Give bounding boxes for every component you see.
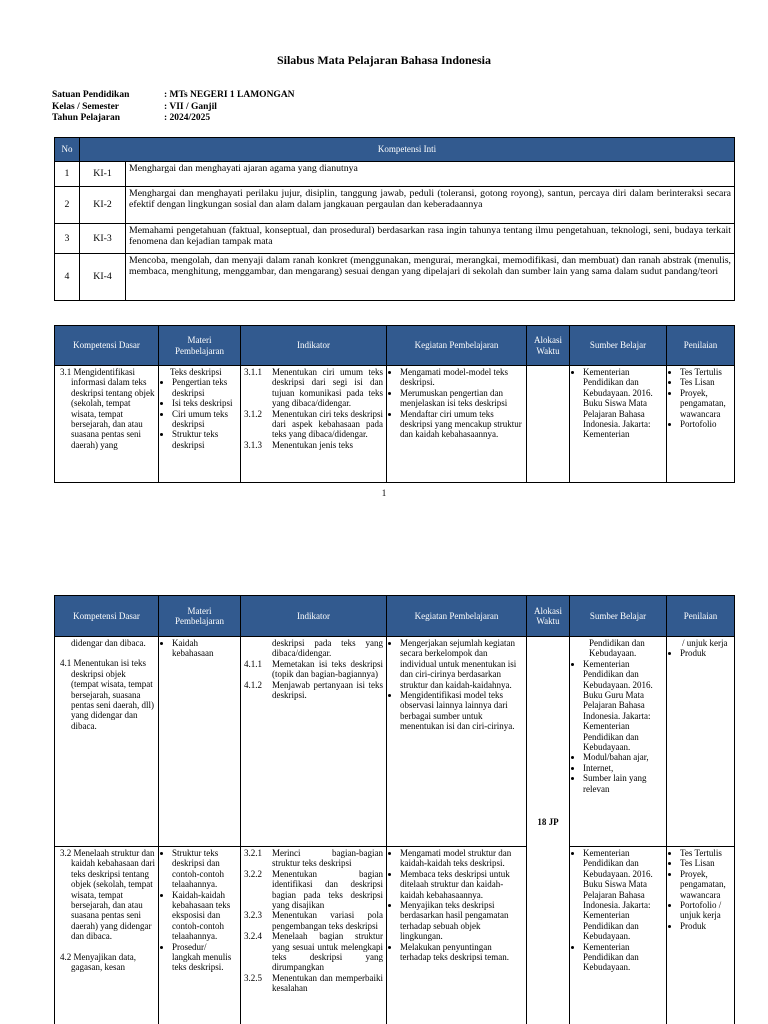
- info-label: Tahun Pelajaran: [52, 113, 121, 123]
- indicator-number: 4.1.2: [244, 679, 262, 690]
- sumber-cell: [570, 366, 667, 483]
- sumber-cell: [570, 847, 667, 1024]
- school-info: [52, 90, 295, 125]
- header-sumber: Sumber Belajar: [570, 326, 667, 366]
- header-materi: Materi Pembelajaran: [159, 326, 241, 366]
- list-item: • Kementerian Pendidikan dan Kebudayaan.: [583, 942, 663, 973]
- table-row: [55, 254, 735, 301]
- header-indikator: Indikator: [241, 326, 387, 366]
- indicator-text: deskripsi pada teks yang dibaca/didengar.: [272, 638, 383, 659]
- alokasi-cell: [527, 366, 570, 483]
- info-value: : VII / Ganjil: [164, 101, 217, 112]
- indicator-item: [244, 680, 383, 701]
- header-penilaian: Penilaian: [667, 326, 735, 366]
- list-item: • Portofolio / unjuk kerja: [680, 900, 731, 921]
- indicator-text: Menjawab pertanyaan isi teks deskripsi.: [272, 679, 383, 701]
- list-item: • Mengamati model-model teks deskripsi.: [400, 367, 523, 388]
- kd-cell: [55, 637, 159, 847]
- sumber-text: Pendidikan dan Kebudayaan.: [589, 638, 645, 659]
- list-item: • Produk: [680, 648, 731, 658]
- indicator-text: Merinci bagian-bagian struktur teks deskripsi: [272, 848, 383, 869]
- list-item: • Mengerjakan sejumlah kegiatan secara berkelompok dan individual untuk menentukan isi dan ciri-cirinya berdasarkan struktur dan kaidah-kaidahnya.: [400, 638, 523, 690]
- list-item: • Menyajikan teks deskripsi berdasarkan hasil pengamatan terhadap sebuah objek lingkungan.: [400, 900, 523, 942]
- list-item: • Modul/bahan ajar,: [583, 752, 663, 762]
- list-item: • Pengertian teks deskripsi: [172, 377, 237, 398]
- table-row: [55, 637, 735, 847]
- silabus-table-page-1: [54, 325, 735, 483]
- table-header-row: [55, 596, 735, 637]
- document-title: Silabus Mata Pelajaran Bahasa Indonesia: [276, 53, 492, 67]
- kegiatan-cell: [387, 847, 527, 1024]
- page-gap: [0, 520, 768, 595]
- penilaian-cell: [667, 847, 735, 1024]
- ki-text: Menghargai dan menghayati ajaran agama yang dianutnya: [126, 162, 735, 187]
- indicator-number: 3.2.2: [244, 868, 262, 879]
- ki-text: Menghargai dan menghayati perilaku jujur, disiplin, tanggung jawab, peduli (toleransi, gotong royong), santun, percaya diri dalam berinteraksi secara efektif dengan lingkungan sosial dan alam dalam jangkauan pergaulan dan keberadaannya: [126, 187, 735, 224]
- header-sumber: Sumber Belajar: [570, 596, 667, 637]
- materi-title: Teks deskripsi: [170, 367, 222, 377]
- ki-no: 3: [55, 224, 80, 254]
- indicator-text: Menentukan jenis teks: [272, 439, 353, 450]
- indikator-cell: [241, 847, 387, 1024]
- header-alokasi: Alokasi Waktu: [527, 596, 570, 637]
- indikator-cell: [241, 366, 387, 483]
- list-item: • Internet,: [583, 763, 663, 773]
- indicator-number: 3.1.2: [244, 408, 262, 419]
- table-row: [55, 162, 735, 187]
- list-item: • Membaca teks deskripsi untuk ditelaah struktur dan kaidah-kaidah kebahasaannya.: [400, 869, 523, 900]
- indicator-text: Memetakan isi teks deskripsi (topik dan bagian-bagiannya): [272, 658, 383, 680]
- indicator-number: 3.2.4: [244, 931, 262, 942]
- indicator-item: [244, 869, 383, 911]
- penilaian-text: / unjuk kerja: [682, 638, 728, 648]
- indicator-text: Menentukan ciri teks deskripsi dari aspek kebahasaan pada teks yang dibaca/didengar.: [272, 408, 383, 440]
- header-kompetensi-dasar: Kompetensi Dasar: [55, 326, 159, 366]
- list-item: • Tes Lisan: [680, 858, 731, 868]
- indicator-number: 3.2.5: [244, 972, 262, 983]
- indicator-text: Menelaah bagian struktur yang sesuai untuk melengkapi teks deskripsi yang dirumpangkan: [272, 931, 383, 973]
- list-item: • Produk: [680, 921, 731, 931]
- indicator-item: [244, 440, 383, 450]
- table-row: [55, 366, 735, 483]
- list-item: • Ciri umum teks deskripsi: [172, 409, 237, 430]
- indicator-item: [244, 973, 383, 994]
- indicator-item: [244, 910, 383, 931]
- indicator-text: Menentukan bagian identifikasi dan deskripsi bagian pada teks deskripsi yang disajikan: [272, 868, 383, 911]
- indicator-item: [244, 659, 383, 680]
- header-alokasi: Alokasi Waktu: [527, 326, 570, 366]
- info-label: Satuan Pendidikan: [52, 90, 130, 100]
- indicator-item: [244, 848, 383, 869]
- header-kegiatan: Kegiatan Pembelajaran: [387, 326, 527, 366]
- indicator-item: [244, 931, 383, 973]
- ki-code: KI-1: [80, 162, 126, 187]
- ki-code: KI-4: [80, 254, 126, 301]
- ki-text: Memahami pengetahuan (faktual, konseptual, dan prosedural) berdasarkan rasa ingin tahunya tentang ilmu pengetahuan, teknologi, seni, budaya terkait fenomena dan kejadian tampak mata: [126, 224, 735, 254]
- list-item: • Tes Tertulis: [680, 367, 731, 377]
- header-kegiatan: Kegiatan Pembelajaran: [387, 596, 527, 637]
- indicator-number: 3.2.3: [244, 910, 262, 921]
- penilaian-cell: [667, 366, 735, 483]
- materi-cell: [159, 366, 241, 483]
- list-item: • Struktur teks deskripsi: [172, 429, 237, 450]
- kd-text: 4.2 Menyajikan data, gagasan, kesan: [60, 951, 136, 973]
- page-2: [0, 595, 768, 1024]
- materi-cell: [159, 637, 241, 847]
- info-row: [52, 90, 295, 102]
- indicator-text: Menentukan dan memperbaiki kesalahan: [272, 972, 383, 994]
- list-item: • Kaidah kebahasaan: [172, 638, 237, 659]
- indicator-item: [244, 367, 383, 409]
- ki-no: 2: [55, 187, 80, 224]
- list-item: • Kaidah-kaidah kebahasaan teks eksposisi dan contoh-contoh telaahannya.: [172, 890, 237, 942]
- indicator-number: 3.2.1: [244, 848, 262, 858]
- list-item: • Kementerian Pendidikan dan Kebudayaan. 2016. Buku Siswa Mata Pelajaran Bahasa Indonesia. Jakarta: Kementerian: [583, 367, 663, 440]
- page-number: 1: [381, 488, 387, 498]
- indicator-text: Menentukan variasi pola pengembangan teks deskripsi: [272, 910, 383, 931]
- list-item: • Proyek, pengamatan, wawancara: [680, 388, 731, 419]
- ki-text: Mencoba, mengolah, dan menyaji dalam ranah konkret (menggunakan, mengurai, merangkai, memodifikasi, dan membuat) dan ranah abstrak (menulis, membaca, menghitung, menggambar, dan mengarang) sesuai dengan yang dipelajari di sekolah dan sumber lain yang sama dalam sudut pandang/teori: [126, 254, 735, 301]
- list-item: • Sumber lain yang relevan: [583, 773, 663, 794]
- header-indikator: Indikator: [241, 596, 387, 637]
- kd-text: 4.1 Menentukan isi teks deskripsi objek (tempat wisata, tempat bersejarah, suasana pentas seni daerah, dll) yang didengar dan dibaca.: [60, 658, 154, 731]
- ki-no: 4: [55, 254, 80, 301]
- kegiatan-cell: [387, 366, 527, 483]
- table-row: [55, 847, 735, 1024]
- list-item: • Mengidentifikasi model teks observasi lainnya lainnya dari berbagai sumber untuk menentukan isi dan ciri-cirinya.: [400, 690, 523, 732]
- list-item: • Kementerian Pendidikan dan Kebudayaan. 2016. Buku Guru Mata Pelajaran Bahasa Indonesia. Jakarta: Kementerian Pendidikan dan Kebudayaan.: [583, 659, 663, 753]
- kegiatan-cell: [387, 637, 527, 847]
- kompetensi-inti-table: [54, 137, 735, 301]
- penilaian-cell: [667, 637, 735, 847]
- list-item: • Tes Lisan: [680, 377, 731, 387]
- materi-cell: [159, 847, 241, 1024]
- indicator-number: 4.1.1: [244, 658, 262, 669]
- list-item: • Portofolio: [680, 419, 731, 429]
- list-item: • Mengamati model struktur dan kaidah-kaidah teks deskripsi.: [400, 848, 523, 869]
- list-item: • Proyek, pengamatan, wawancara: [680, 869, 731, 900]
- kd-text: 3.2 Menelaah struktur dan kaidah kebahasaan dari teks deskripsi tentang objek (sekolah, tempat wisata, tempat bersejarah, dan atau suasana pentas seni daerah) yang didengar dan dibaca.: [60, 848, 155, 942]
- list-item: • Kementerian Pendidikan dan Kebudayaan. 2016. Buku Siswa Mata Pelajaran Bahasa Indonesia. Jakarta: Kementerian Pendidikan dan Kebudayaan.: [583, 848, 663, 942]
- kd-text: didengar dan dibaca.: [71, 638, 146, 648]
- sumber-cell: [570, 637, 667, 847]
- list-item: • Melakukan penyuntingan terhadap teks deskripsi teman.: [400, 942, 523, 963]
- list-item: • Merumuskan pengertian dan menjelaskan isi teks deskripsi: [400, 388, 523, 409]
- indicator-number: 3.1.1: [244, 367, 262, 377]
- info-label: Kelas / Semester: [52, 101, 120, 112]
- ki-code: KI-3: [80, 224, 126, 254]
- info-value: : MTs NEGERI 1 LAMONGAN: [164, 90, 295, 100]
- info-value: : 2024/2025: [164, 113, 211, 123]
- header-no: No: [55, 138, 80, 162]
- kd-text: 3.1 Mengidentifikasi informasi dalam teks deskripsi tentang objek (sekolah, tempat wisata, tempat bersejarah, dan atau suasana pentas seni daerah) yang: [60, 367, 155, 450]
- indicator-number: 3.1.3: [244, 439, 262, 450]
- list-item: • Tes Tertulis: [680, 848, 731, 858]
- kd-cell: [55, 847, 159, 1024]
- alokasi-value: 18 JP: [537, 817, 559, 828]
- table-row: [55, 224, 735, 254]
- header-kompetensi-inti: Kompetensi Inti: [80, 138, 735, 162]
- list-item: • Struktur teks deskripsi dan contoh-contoh telaahannya.: [172, 848, 237, 890]
- alokasi-cell: [527, 637, 570, 1024]
- kd-cell: [55, 366, 159, 483]
- list-item: • Prosedur/ langkah menulis teks deskripsi.: [172, 942, 237, 973]
- table-row: [55, 187, 735, 224]
- indicator-text: Menentukan ciri umum teks deskripsi dari segi isi dan tujuan komunikasi pada teks yang dibaca/didengar.: [272, 367, 383, 409]
- indicator-item: [244, 638, 383, 659]
- header-kompetensi-dasar: Kompetensi Dasar: [55, 596, 159, 637]
- list-item: • Isi teks deskripsi: [172, 398, 237, 408]
- indicator-item: [244, 409, 383, 440]
- header-materi: Materi Pembelajaran: [159, 596, 241, 637]
- ki-code: KI-2: [80, 187, 126, 224]
- info-row: [52, 113, 295, 125]
- ki-no: 1: [55, 162, 80, 187]
- info-row: [52, 102, 295, 114]
- silabus-table-page-2: [54, 595, 735, 1024]
- indikator-cell: [241, 637, 387, 847]
- table-header-row: [55, 326, 735, 366]
- header-penilaian: Penilaian: [667, 596, 735, 637]
- list-item: • Mendaftar ciri umum teks deskripsi yang mencakup struktur dan kaidah kebahasaannya.: [400, 409, 523, 440]
